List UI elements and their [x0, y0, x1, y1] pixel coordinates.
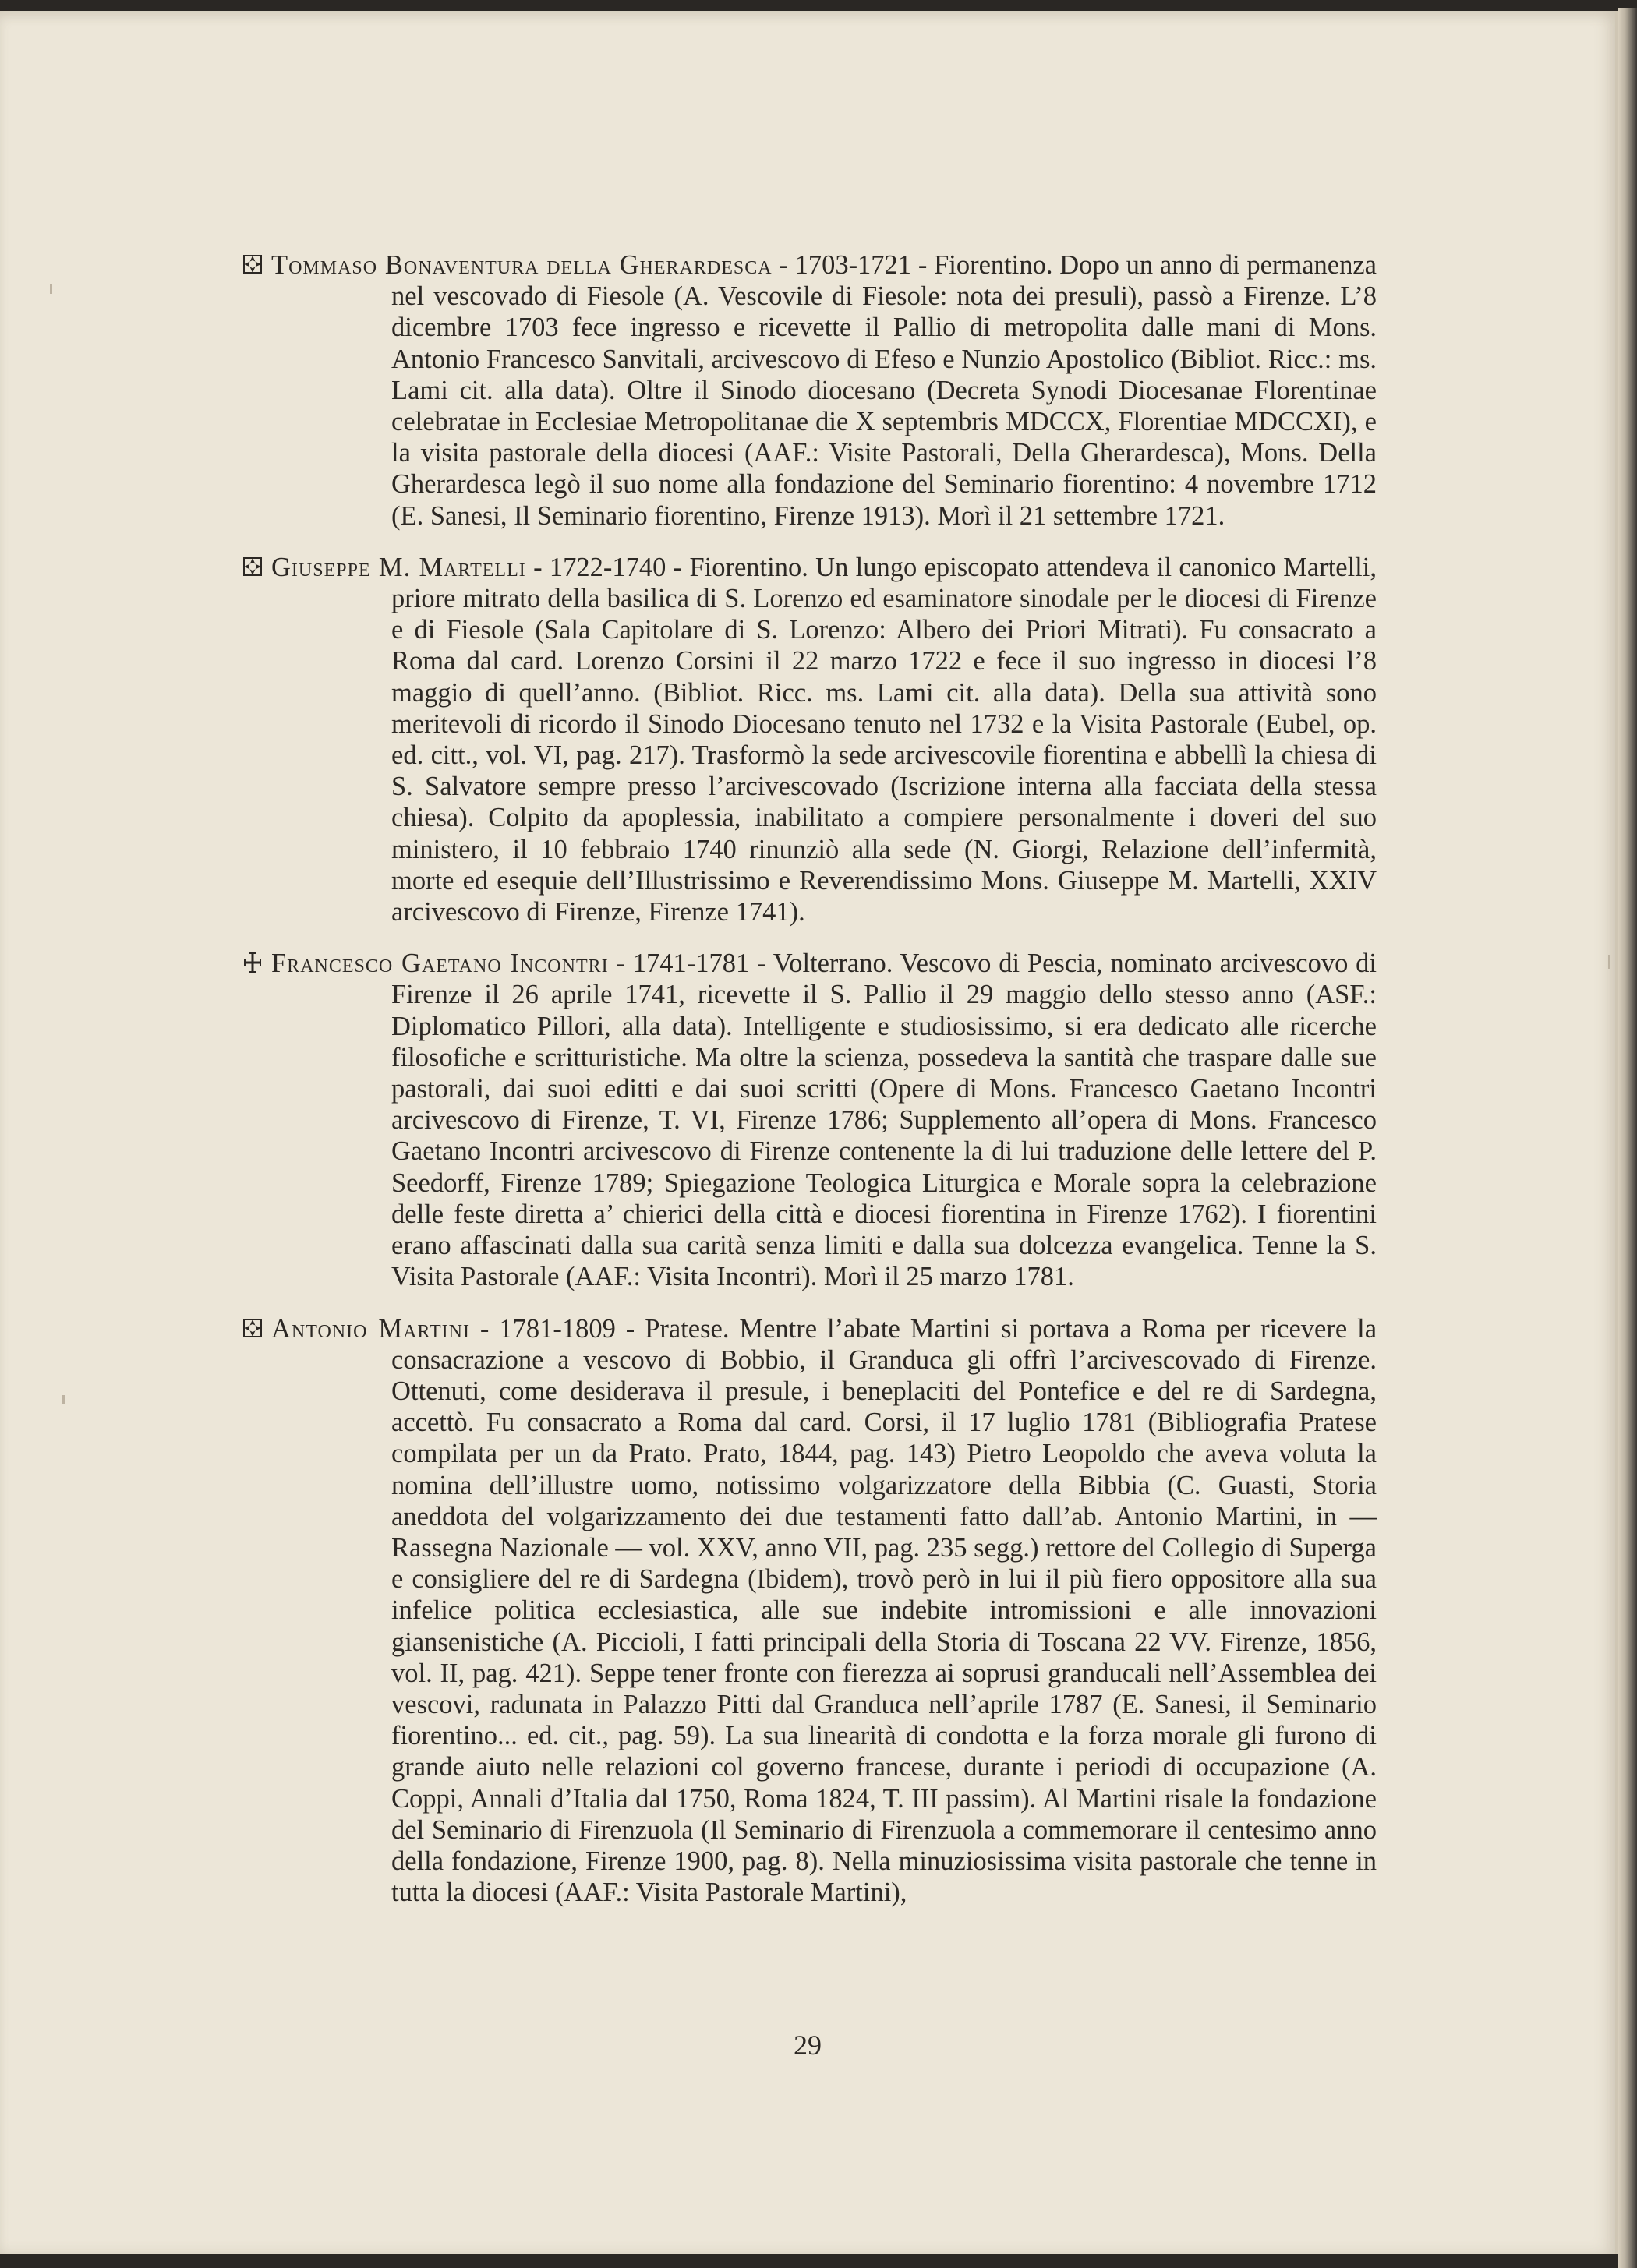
entry-incontri: [242, 948, 1377, 1292]
entry-martelli: [242, 552, 1377, 927]
bishop-biographies: [242, 249, 1377, 1928]
bishop-cross-icon: [242, 952, 263, 973]
entry-martini: [242, 1313, 1377, 1909]
bishop-cross-icon: [242, 253, 263, 275]
entry-text: - 1703-1721 - Fiorentino. Dopo un anno di permanenza nel vescovado di Fiesole (A. Vescovile di Fiesole: nota dei presuli), passò a Firenze. L’8 dicembre 1703 fece ingresso e ricevette il Pallio di metropolita dalle mani di Mons. Antonio Francesco Sanvitali, arcivescovo di Efeso e Nunzio Apostolico (Bibliot. Ricc.: ms. Lami cit. alla data). Oltre il Sinodo diocesano (Decreta Synodi Diocesanae Florentinae celebratae in Ecclesiae Metropolitanae die X septembris MDCCX, Florentiae MDCCXI), e la visita pastorale della diocesi (AAF.: Visite Pastorali, Della Gherardesca), Mons. Della Gherardesca legò il suo nome alla fondazione del Seminario fiorentino: 4 novembre 1712 (E. Sanesi, Il Seminario fiorentino, Firenze 1913). Morì il 21 settembre 1721.: [391, 250, 1377, 531]
bishop-cross-icon: [242, 1317, 263, 1339]
bishop-name: Giuseppe M. Martelli: [271, 552, 526, 582]
book-edge: [1618, 8, 1637, 2268]
page-number: 29: [794, 2030, 822, 2061]
bishop-name: Tommaso Bonaventura della Gherardesca: [271, 250, 773, 280]
margin-mark: [50, 284, 52, 294]
entry-text: - 1741-1781 - Volterrano. Vescovo di Pescia, nominato arcivescovo di Firenze il 26 aprile 1741, ricevette il S. Pallio il 29 maggio dello stesso anno (ASF.: Diplomatico Pillori, alla data). Intelligente e studiosissimo, si era dedicato alle ricerche filosofiche e scritturistiche. Ma oltre la scienza, possedeva la santità che traspare dalle sue pastorali, dai suoi editti e dai suoi scritti (Opere di Mons. Francesco Gaetano Incontri arcivescovo di Firenze, T. VI, Firenze 1786; Supplemento all’opera di Mons. Francesco Gaetano Incontri arcivescovo di Firenze contenente la di lui traduzione delle lettere del P. Seedorff, Firenze 1789; Spiegazione Teologica Liturgica e Morale sopra la celebrazione delle feste diretta a’ chierici della città e diocesi fiorentina in Firenze 1762). I fiorentini erano affascinati dalla sua carità senza limiti e dalla sua dolcezza evangelica. Tenne la S. Visita Pastorale (AAF.: Visita Incontri). Morì il 25 marzo 1781.: [391, 949, 1377, 1292]
entry-text: - 1722-1740 - Fiorentino. Un lungo episcopato attendeva il canonico Martelli, priore mitrato della basilica di S. Lorenzo ed esaminatore sinodale per le diocesi di Firenze e di Fiesole (Sala Capitolare di S. Lorenzo: Albero dei Priori Mitrati). Fu consacrato a Roma dal card. Lorenzo Corsini il 22 marzo 1722 e fece il suo ingresso in diocesi l’8 maggio di quell’anno. (Bibliot. Ricc. ms. Lami cit. alla data). Della sua attività sono meritevoli di ricordo il Sinodo Diocesano tenuto nel 1732 e la Visita Pastorale (Eubel, op. ed. citt., vol. VI, pag. 217). Trasformò la sede arcivescovile fiorentina e abbellì la chiesa di S. Salvatore sempre presso l’arcivescovado (Iscrizione interna alla facciata della stessa chiesa). Colpito da apoplessia, inabilitato a compiere personalmente i doveri del suo ministero, il 10 febbraio 1740 rinunziò alla sede (N. Giorgi, Relazione dell’infermità, morte ed esequie dell’Illustrissimo e Reverendissimo Mons. Giuseppe M. Martelli, XXIV arcivescovo di Firenze, Firenze 1741).: [391, 552, 1377, 927]
entry-gherardesca: [242, 249, 1377, 532]
entry-text: - 1781-1809 - Pratese. Mentre l’abate Martini si portava a Roma per ricevere la consacrazione a vescovo di Bobbio, il Granduca gli offrì l’arcivescovado di Firenze. Ottenuti, come desiderava il presule, i beneplaciti del Pontefice e del re di Sardegna, accettò. Fu consacrato a Roma dal card. Corsi, il 17 luglio 1781 (Bibliografia Pratese compilata per un da Prato. Prato, 1844, pag. 143) Pietro Leopoldo che aveva voluta la nomina dell’illustre uomo, notissimo volgarizzatore della Bibbia (C. Guasti, Storia aneddota del volgarizzamento dei due testamenti fatto dall’ab. Antonio Martini, in — Rassegna Nazionale — vol. XXV, anno VII, pag. 235 segg.) rettore del Collegio di Superga e consigliere del re di Sardegna (Ibidem), trovò però in lui il più fiero oppositore alla sua infelice politica ecclesiastica, alle sue indebite intromissioni e alle innovazioni giansenistiche (A. Piccioli, I fatti principali della Storia di Toscana 22 VV. Firenze, 1856, vol. II, pag. 421). Seppe tener fronte con fierezza ai soprusi granducali nell’Assemblea dei vescovi, radunata in Palazzo Pitti dal Granduca nell’aprile 1787 (E. Sanesi, il Seminario fiorentino... ed. cit., pag. 59). La sua linearità di condotta e la forza morale gli furono di grande aiuto nelle relazioni col governo francese, durante i periodi di occupazione (A. Coppi, Annali d’Italia dal 1750, Roma 1824, T. III passim). Al Martini risale la fondazione del Seminario di Firenzuola (Il Seminario di Firenzuola a commemorare il centesimo anno della fondazione, Firenze 1900, pag. 8). Nella minuziosissima visita pastorale che tenne in tutta la diocesi (AAF.: Visita Pastorale Martini),: [391, 1313, 1377, 1908]
bishop-name: Francesco Gaetano Incontri: [271, 949, 609, 979]
bishop-name: Antonio Martini: [271, 1313, 470, 1344]
margin-mark: [62, 1395, 65, 1404]
bishop-cross-icon: [242, 556, 263, 578]
margin-mark: [1608, 955, 1610, 969]
